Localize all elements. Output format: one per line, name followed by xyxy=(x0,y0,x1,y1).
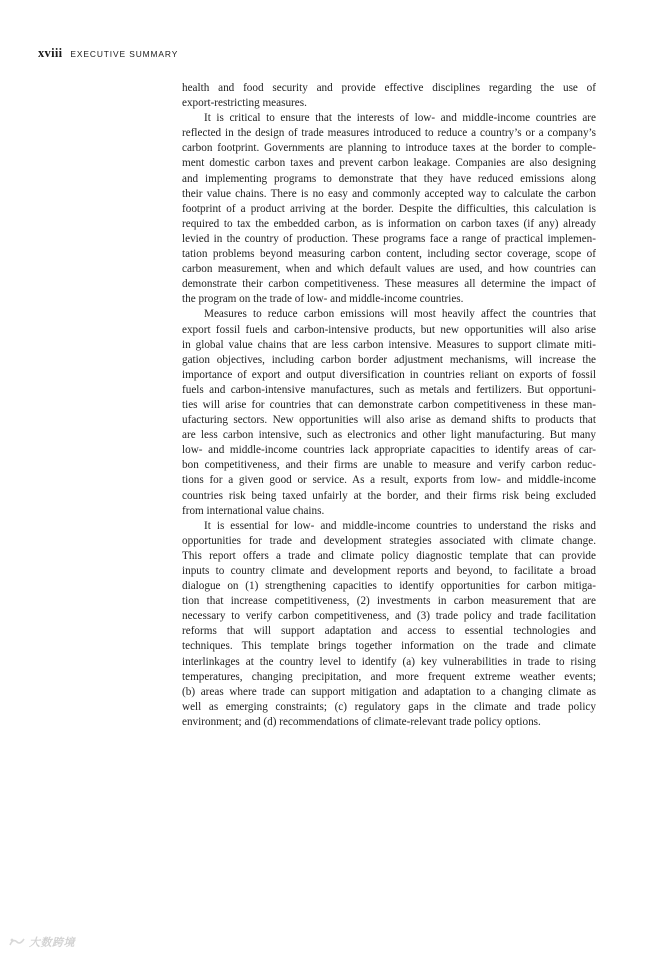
text-line: required to tax the embedded carbon, as is information on carbon taxes (if any) already xyxy=(182,217,596,230)
text-line: tation problems beyond measuring carbon content, including sector coverage, scope of xyxy=(182,248,596,261)
watermark-text: 大数跨境 xyxy=(29,936,75,949)
text-line: inputs to country climate and development reports and beyond, to facilitate a broad xyxy=(182,565,596,577)
body-text xyxy=(182,81,596,730)
paragraph xyxy=(182,307,596,518)
text-line: in global value chains that are less carbon intensive. Measures to support climate miti- xyxy=(182,338,596,351)
text-line: countries risk being taxed unfairly at the border, and their firms risk being excluded xyxy=(182,489,596,502)
watermark xyxy=(8,934,75,950)
text-line: and implementing programs to demonstrate that they have reduced emissions along xyxy=(182,172,596,185)
text-line: footprint of a product arriving at the border. Despite the difficulties, this calculation is xyxy=(182,202,596,215)
paragraph xyxy=(182,81,596,111)
text-line: importance of export and output diversification in countries reliant on exports of fossil xyxy=(182,368,596,381)
text-line: gation objectives, including carbon border adjustment mechanisms, will increase the xyxy=(182,353,596,366)
text-line: carbon measurement, when and which default values are used, and how countries can xyxy=(182,263,596,276)
text-line: It is critical to ensure that the interests of low- and middle-income countries are xyxy=(204,112,596,125)
text-line: ment domestic carbon taxes and prevent carbon leakage. Companies are also designing xyxy=(182,157,596,170)
text-line: the program on the trade of low- and middle-income countries. xyxy=(182,293,464,306)
text-line: demonstrate their carbon competitiveness. These measures all determine the impact of xyxy=(182,278,596,291)
paragraph xyxy=(182,519,596,730)
text-line: reflected in the design of trade measures introduced to reduce a country’s or a company’s xyxy=(182,127,596,140)
text-line: dialogue on (1) strengthening capacities to identify opportunities for carbon mitiga- xyxy=(182,580,596,593)
text-line: Measures to reduce carbon emissions will most heavily affect the countries that xyxy=(204,308,596,321)
section-title: EXECUTIVE SUMMARY xyxy=(70,49,179,59)
text-line: (b) areas where trade can support mitigation and adaptation to a changing climate as xyxy=(182,685,596,698)
text-line: from international value chains. xyxy=(182,504,325,517)
text-line: It is essential for low- and middle-income countries to understand the risks and xyxy=(204,519,596,532)
text-line: This report offers a trade and climate policy diagnostic template that can provide xyxy=(182,549,596,562)
text-line: opportunities for trade and development strategies associated with climate change. xyxy=(182,534,596,547)
text-line: tions for a given good or service. As a result, exports from low- and middle-income xyxy=(182,474,596,487)
text-line: low- and middle-income countries lack appropriate capacities to identify areas of car- xyxy=(182,444,596,457)
text-line: interlinkages at the country level to identify (a) key vulnerabilities in trade to rising xyxy=(182,655,596,668)
text-line: their value chains. There is no easy and commonly accepted way to calculate the carbon xyxy=(182,187,596,200)
page-number: xviii xyxy=(38,46,63,60)
watermark-logo-icon xyxy=(8,936,26,948)
text-line: necessary to verify carbon competitiveness, and (3) trade policy and trade facilitation xyxy=(182,610,596,623)
text-line: environment; and (d) recommendations of climate-relevant trade policy options. xyxy=(182,715,541,728)
running-head xyxy=(38,46,178,60)
text-line: health and food security and provide effective disciplines regarding the use of xyxy=(182,82,596,94)
text-line: well as emerging constraints; (c) regulatory gaps in the climate and trade policy xyxy=(182,700,596,713)
text-line: carbon footprint. Governments are planning to introduce taxes at the border to comple- xyxy=(182,142,596,155)
text-line: export-restricting measures. xyxy=(182,97,307,110)
text-line: temperatures, changing precipitation, and more frequent extreme weather events; xyxy=(182,670,596,683)
text-line: bon competitiveness, and their firms are unable to measure and verify carbon reduc- xyxy=(182,459,596,472)
text-line: ufacturing sectors. New opportunities will also arise as demand shifts to products that xyxy=(182,414,596,427)
text-line: techniques. This template brings together information on the trade and climate xyxy=(182,640,596,653)
text-line: export fossil fuels and carbon-intensive products, but new opportunities will also arise xyxy=(182,323,596,336)
text-line: reforms that will support adaptation and access to essential technologies and xyxy=(182,625,596,638)
text-line: are less carbon intensive, such as electronics and other light manufacturing. But many xyxy=(182,429,596,442)
text-line: tion that increase competitiveness, (2) investments in carbon measurement that are xyxy=(182,595,596,608)
text-line: fuels and carbon-intensive manufactures, such as metals and fertilizers. But opportuni- xyxy=(182,383,596,396)
paragraph xyxy=(182,111,596,307)
text-line: ties will arise for countries that can demonstrate carbon competitiveness in these man- xyxy=(182,398,596,411)
text-line: levied in the country of production. These programs face a range of practical implemen- xyxy=(182,232,596,245)
